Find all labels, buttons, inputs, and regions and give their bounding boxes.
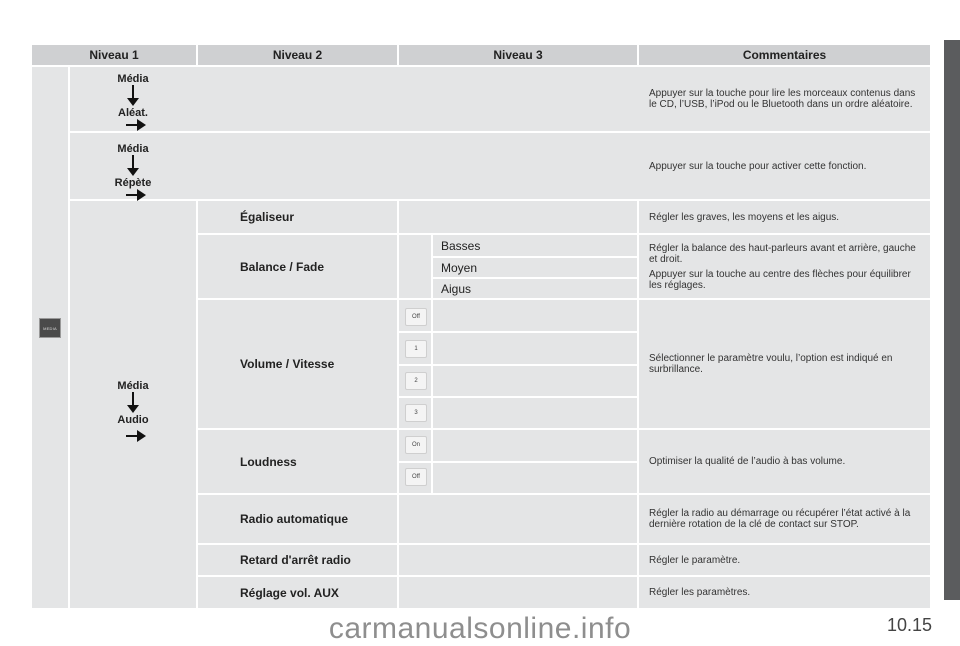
radio-delay-comment: Régler le paramètre. [639, 545, 930, 575]
nav-repeat-label: Répète [114, 177, 152, 189]
aux-volume-level3 [399, 577, 637, 608]
equalizer-level3 [399, 201, 637, 233]
volume-2-button: 2 [405, 372, 427, 390]
auto-radio-label: Radio automatique [198, 495, 397, 543]
volume-comment: Sélectionner le paramètre voulu, l’option est indiqué en surbrillance. [639, 300, 930, 428]
volume-option-off-text [433, 300, 637, 331]
shuffle-nav [100, 73, 166, 133]
watermark: carmanualsonline.info [328, 612, 632, 645]
nav-media-label: Média [117, 380, 149, 392]
equalizer-label: Égaliseur [198, 201, 397, 233]
balance-comment: Régler la balance des haut-parleurs avant et arrière, gauche et droit. Appuyer sur la touche au centre des flèches pour équilibrer les réglages. [639, 235, 930, 298]
volume-3-button: 3 [405, 404, 427, 422]
page-number: 10.15 [886, 615, 932, 635]
header-level1: Niveau 1 [32, 45, 196, 65]
media-button-label: MEDIA [43, 325, 57, 331]
aux-volume-comment: Régler les paramètres. [639, 577, 930, 608]
header-comments: Commentaires [639, 45, 930, 65]
loudness-label: Loudness [198, 430, 397, 493]
volume-label: Volume / Vitesse [198, 300, 397, 428]
balance-option-mid: Moyen [433, 258, 637, 277]
loudness-on-text [433, 430, 637, 461]
arrow-down-icon [126, 85, 140, 107]
audio-nav [100, 380, 166, 450]
loudness-off-button: Off [405, 468, 427, 486]
aux-volume-label: Réglage vol. AUX [198, 577, 397, 608]
balance-option-treble: Aigus [433, 279, 637, 298]
volume-option-3-text [433, 398, 637, 428]
header-level2: Niveau 2 [198, 45, 397, 65]
arrow-right-icon [126, 430, 146, 442]
arrow-right-icon [126, 189, 146, 201]
volume-option-2-text [433, 366, 637, 396]
radio-delay-label: Retard d'arrêt radio [198, 545, 397, 575]
volume-1-button: 1 [405, 340, 427, 358]
repeat-comment: Appuyer sur la touche pour activer cette fonction. [649, 160, 867, 172]
nav-media-label: Média [117, 143, 149, 155]
balance-spacer [399, 235, 431, 298]
volume-off-button: Off [405, 308, 427, 326]
page-side-tab [944, 40, 960, 600]
loudness-on-button: On [405, 436, 427, 454]
loudness-comment: Optimiser la qualité de l’audio à bas volume. [639, 430, 930, 493]
nav-shuffle-label: Aléat. [118, 107, 148, 119]
equalizer-comment: Régler les graves, les moyens et les aigus. [639, 201, 930, 233]
balance-option-bass: Basses [433, 235, 637, 256]
nav-audio-label: Audio [117, 414, 149, 426]
auto-radio-comment: Régler la radio au démarrage ou récupérer l’état activé à la dernière rotation de la clé de contact sur STOP. [639, 495, 930, 543]
auto-radio-level3 [399, 495, 637, 543]
repeat-nav [100, 143, 166, 203]
loudness-off-text [433, 463, 637, 493]
arrow-right-icon [126, 119, 146, 131]
arrow-down-icon [126, 392, 140, 414]
radio-delay-level3 [399, 545, 637, 575]
balance-label: Balance / Fade [198, 235, 397, 298]
volume-option-1-text [433, 333, 637, 364]
shuffle-comment: Appuyer sur la touche pour lire les morceaux contenus dans le CD, l’USB, l’iPod ou le Bluetooth dans un ordre aléatoire. [649, 88, 916, 110]
arrow-down-icon [126, 155, 140, 177]
media-button-icon [39, 318, 61, 338]
header-level3: Niveau 3 [399, 45, 637, 65]
nav-media-label: Média [117, 73, 149, 85]
